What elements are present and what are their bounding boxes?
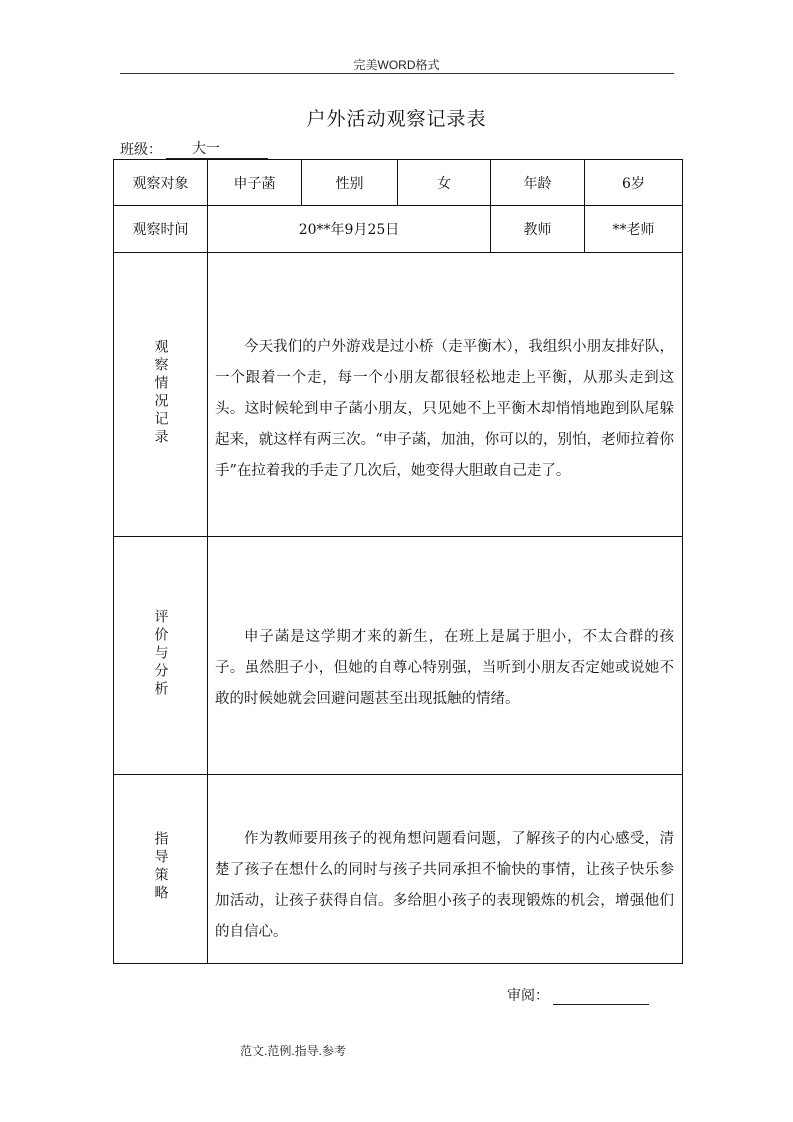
age-value: 6岁 bbox=[585, 160, 683, 206]
analysis-label: 评价与分析 bbox=[152, 608, 169, 699]
class-label: 班级： bbox=[120, 142, 162, 158]
strategy-text: 作为教师要用孩子的视角想问题看问题，了解孩子的内心感受，清楚了孩子在想什么的同时与孩子共同承担不愉快的事情，让孩子快乐参加活动，让孩子获得自信。多给胆小孩子的表现锻炼的机会，增强他们的自信心。 bbox=[215, 830, 674, 940]
time-label: 观察时间 bbox=[114, 206, 208, 253]
gender-label: 性别 bbox=[302, 160, 398, 206]
document-title: 户外活动观察记录表 bbox=[306, 108, 487, 130]
observation-label-cell bbox=[114, 253, 208, 537]
subject-label: 观察对象 bbox=[114, 160, 208, 206]
strategy-content-cell bbox=[208, 775, 683, 964]
age-label: 年龄 bbox=[491, 160, 585, 206]
table-row bbox=[114, 537, 683, 775]
gender-value: 女 bbox=[398, 160, 491, 206]
page-footer: 范文.范例.指导.参考 bbox=[240, 1044, 347, 1058]
analysis-text: 申子菡是这学期才来的新生，在班上是属于胆小，不太合群的孩子。虽然胆子小，但她的自尊心特别强，当听到小朋友否定她或说她不敢的时候她就会回避问题甚至出现抵触的情绪。 bbox=[215, 628, 674, 707]
table-row bbox=[114, 775, 683, 964]
table-row bbox=[114, 206, 683, 253]
analysis-content-cell bbox=[208, 537, 683, 775]
observation-content-cell bbox=[208, 253, 683, 537]
observation-record-table bbox=[113, 159, 683, 964]
teacher-value: **老师 bbox=[585, 206, 683, 253]
observation-label: 观察情况记录 bbox=[152, 338, 169, 447]
observation-text: 今天我们的户外游戏是过小桥（走平衡木），我组织小朋友排好队，一个跟着一个走，每一个小朋友都很轻松地走上平衡，从那头走到这头。这时候轮到申子菡小朋友，只见她不上平衡木却悄悄地跑到队尾躲起来，就这样有两三次。“申子菡，加油，你可以的，别怕，老师拉着你手”在拉着我的手走了几次后，她变得大胆敢自己走了。 bbox=[215, 339, 674, 479]
teacher-label: 教师 bbox=[491, 206, 585, 253]
strategy-label-cell bbox=[114, 775, 208, 964]
review-field bbox=[507, 985, 649, 1005]
class-value: 大一 bbox=[166, 140, 268, 159]
page-header: 完美WORD格式 bbox=[353, 58, 440, 72]
table-row bbox=[114, 160, 683, 206]
table-row bbox=[114, 253, 683, 537]
time-value: 20**年9月25日 bbox=[208, 206, 491, 253]
review-signature-line bbox=[553, 988, 649, 1005]
strategy-label: 指导策略 bbox=[152, 831, 169, 903]
review-label: 审阅： bbox=[507, 988, 549, 1004]
class-field bbox=[120, 139, 268, 159]
header-rule bbox=[120, 73, 674, 74]
analysis-label-cell bbox=[114, 537, 208, 775]
subject-value: 申子菡 bbox=[208, 160, 302, 206]
